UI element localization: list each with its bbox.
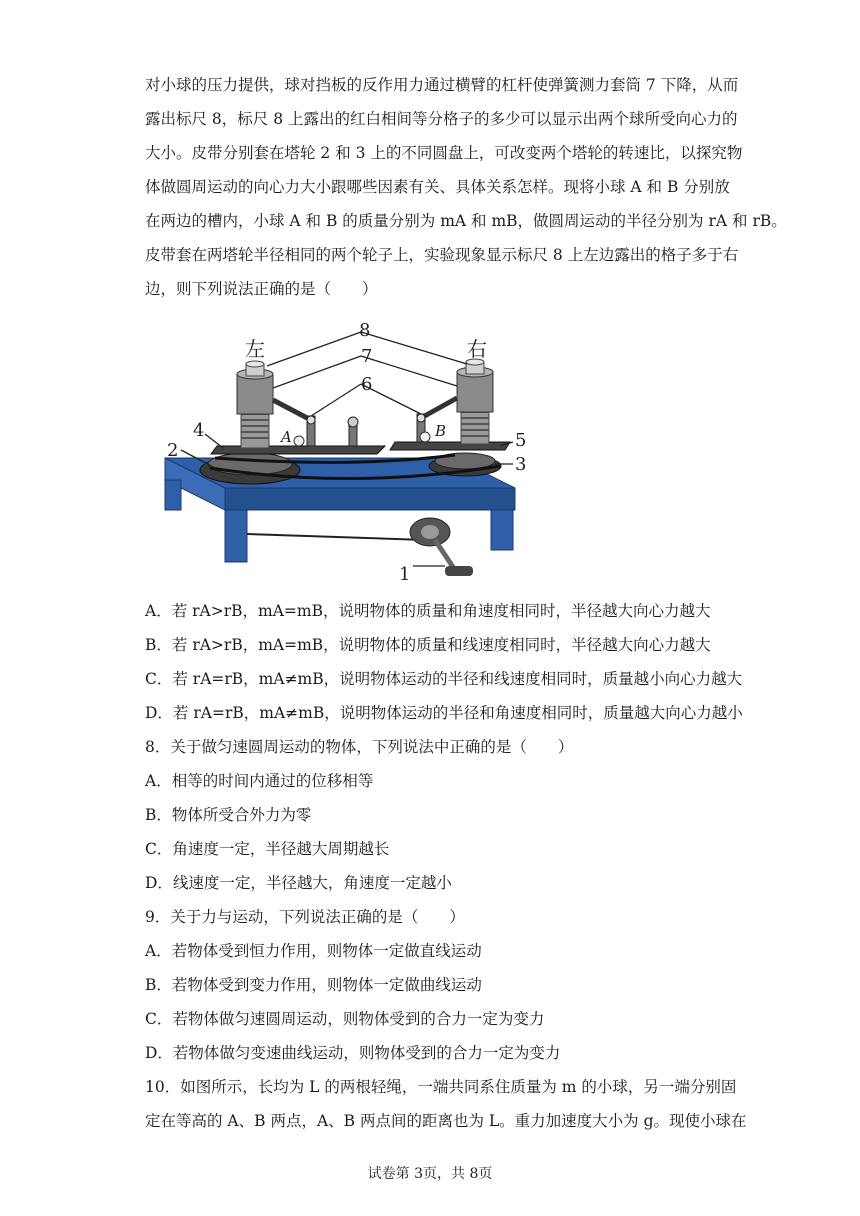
- q7-option-a: A．若 rA>rB，mA=mB，说明物体的质量和角速度相同时，半径越大向心力越大: [145, 602, 711, 620]
- ball-b-label: B: [435, 422, 447, 440]
- intro-line-3: 大小。皮带分别套在塔轮 2 和 3 上的不同圆盘上，可改变两个塔轮的转速比，以探究物: [145, 144, 743, 162]
- label-7: 7: [361, 346, 373, 367]
- q9-option-d: D．若物体做匀变速曲线运动，则物体受到的合力一定为变力: [145, 1044, 561, 1062]
- q9-option-b: B．若物体受到变力作用，则物体一定做曲线运动: [145, 976, 482, 994]
- q9-stem: 9．关于力与运动，下列说法正确的是（ ）: [145, 908, 465, 926]
- q9-option-c: C．若物体做匀速圆周运动，则物体受到的合力一定为变力: [145, 1010, 545, 1028]
- intro-line-7: 边，则下列说法正确的是（ ）: [145, 280, 378, 298]
- q8-option-c: C．角速度一定，半径越大周期越长: [145, 840, 390, 858]
- q10-line-1: 10．如图所示，长均为 L 的两根轻绳，一端共同系住质量为 m 的小球，另一端分别固: [145, 1078, 737, 1096]
- label-right: 右: [467, 337, 487, 361]
- q10-line-2: 定在等高的 A、B 两点，A、B 两点间的距离也为 L。重力加速度大小为 g。现使小球在: [145, 1112, 747, 1130]
- label-4: 4: [193, 420, 205, 441]
- label-1: 1: [399, 564, 411, 585]
- label-2: 2: [167, 440, 179, 461]
- label-8: 8: [359, 320, 371, 341]
- label-6: 6: [361, 374, 373, 395]
- q8-stem: 8．关于做匀速圆周运动的物体，下列说法中正确的是（ ）: [145, 738, 574, 756]
- q8-option-b: B．物体所受合外力为零: [145, 806, 312, 824]
- q7-option-b: B．若 rA>rB，mA=mB，说明物体的质量和线速度相同时，半径越大向心力越大: [145, 636, 711, 654]
- intro-line-2: 露出标尺 8，标尺 8 上露出的红白相间等分格子的多少可以显示出两个球所受向心力的: [145, 110, 738, 128]
- intro-line-4: 体做圆周运动的向心力大小跟哪些因素有关、具体关系怎样。现将小球 A 和 B 分别放: [145, 178, 730, 196]
- centripetal-force-apparatus-figure: [155, 318, 525, 590]
- q7-option-d: D．若 rA=rB，mA≠mB，说明物体运动的半径和角速度相同时，质量越大向心力越小: [145, 704, 743, 722]
- intro-line-6: 皮带套在两塔轮半径相同的两个轮子上，实验现象显示标尺 8 上左边露出的格子多于右: [145, 246, 739, 264]
- label-left: 左: [245, 337, 265, 361]
- q7-option-c: C．若 rA=rB，mA≠mB，说明物体运动的半径和线速度相同时，质量越小向心力越大: [145, 670, 743, 688]
- intro-line-5: 在两边的槽内，小球 A 和 B 的质量分别为 mA 和 mB，做圆周运动的半径分别为 rA 和 rB。: [145, 212, 787, 230]
- label-3: 3: [515, 454, 527, 475]
- q8-option-a: A．相等的时间内通过的位移相等: [145, 772, 374, 790]
- ball-a-label: A: [281, 428, 292, 446]
- label-5: 5: [515, 430, 527, 451]
- q8-option-d: D．线速度一定，半径越大，角速度一定越小: [145, 874, 452, 892]
- q9-option-a: A．若物体受到恒力作用，则物体一定做直线运动: [145, 942, 482, 960]
- page-footer: 试卷第 3页，共 8页: [367, 1166, 493, 1182]
- intro-line-1: 对小球的压力提供，球对挡板的反作用力通过横臂的杠杆使弹簧测力套筒 7 下降，从而: [145, 76, 739, 94]
